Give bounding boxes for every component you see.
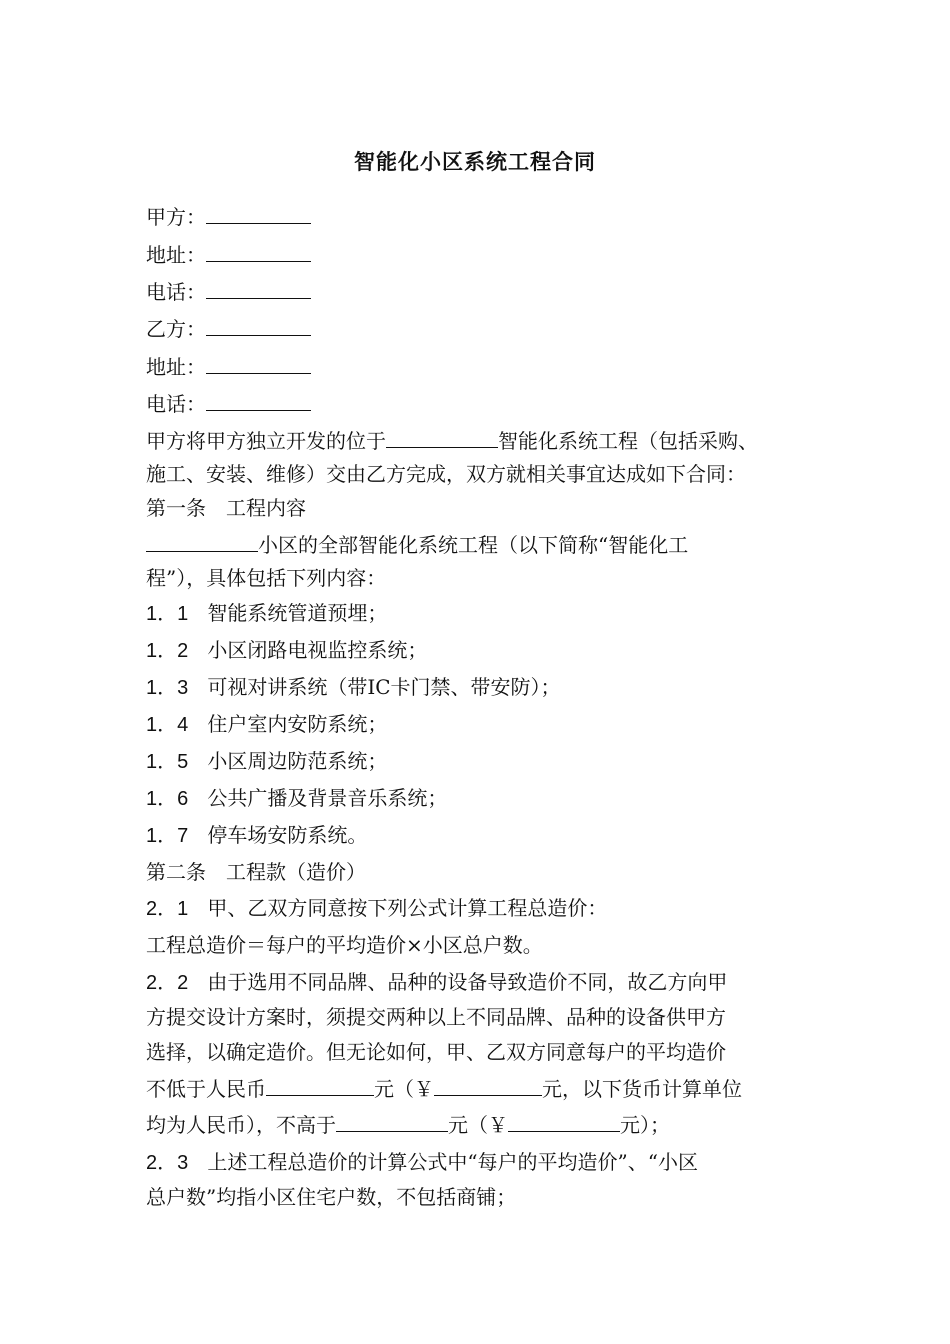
max-price-numeric-blank <box>508 1109 620 1132</box>
party-b-address-label: 地址： <box>146 355 206 379</box>
clause-2-3-line-2: 总户数”均指小区住宅户数，不包括商铺； <box>146 1185 517 1209</box>
intro-text-a: 甲方将甲方独立开发的位于 <box>146 429 386 453</box>
clause-text: 元（￥ <box>448 1113 508 1137</box>
min-price-blank <box>266 1073 374 1096</box>
clause-2-2-line-4 <box>146 1073 742 1101</box>
party-a-address-blank <box>206 239 311 262</box>
clause-text: 元（￥ <box>374 1077 434 1101</box>
party-a-row <box>146 201 311 229</box>
item-1-1 <box>146 599 387 627</box>
clause-2-2-line-3: 选择，以确定造价。但无论如何，甲、乙双方同意每户的平均造价 <box>146 1040 726 1064</box>
clause-text: 均为人民币），不高于 <box>146 1113 336 1137</box>
party-b-address-row <box>146 351 311 379</box>
location-blank <box>386 425 498 448</box>
item-1-3 <box>146 673 561 701</box>
community-blank <box>146 529 258 552</box>
formula-line: 工程总造价＝每户的平均造价×小区总户数。 <box>146 933 543 957</box>
party-a-blank <box>206 201 311 224</box>
party-b-row <box>146 313 311 341</box>
item-text: 公共广播及背景音乐系统； <box>207 786 448 810</box>
item-1-7 <box>146 821 367 849</box>
document-title: 智能化小区系统工程合同 <box>354 150 596 174</box>
scope-text: 小区的全部智能化系统工程（以下简称“智能化工 <box>258 533 689 557</box>
clause-text: 元）； <box>620 1113 670 1137</box>
clause-text: 由于选用不同品牌、品种的设备导致造价不同，故乙方向甲 <box>207 970 728 994</box>
party-a-phone-label: 电话： <box>146 280 206 304</box>
party-a-address-row <box>146 239 311 267</box>
item-1-5 <box>146 747 387 775</box>
item-text: 住户室内安防系统； <box>207 712 388 736</box>
clause-2-2-line-2: 方提交设计方案时，须提交两种以上不同品牌、品种的设备供甲方 <box>146 1005 726 1029</box>
item-number: 1．2 <box>146 640 189 662</box>
party-b-phone-label: 电话： <box>146 392 206 416</box>
item-number: 1．7 <box>146 825 189 847</box>
clause-number: 2．3 <box>146 1152 189 1174</box>
clause-2-2-line-5 <box>146 1109 670 1137</box>
item-number: 1．1 <box>146 603 189 625</box>
party-b-phone-blank <box>206 388 311 411</box>
clause-text: 元，以下货币计算单位 <box>542 1077 742 1101</box>
party-a-phone-blank <box>206 276 311 299</box>
clause-2-3-line-1 <box>146 1148 698 1176</box>
article-1-scope-line-2: 程”），具体包括下列内容： <box>146 566 387 590</box>
item-number: 1．5 <box>146 751 189 773</box>
clause-text: 不低于人民币 <box>146 1077 266 1101</box>
item-1-4 <box>146 710 387 738</box>
party-a-address-label: 地址： <box>146 243 206 267</box>
article-1-heading: 第一条 工程内容 <box>146 496 306 520</box>
item-text: 停车场安防系统。 <box>207 823 368 847</box>
article-1-scope-line-1 <box>146 529 688 557</box>
party-b-phone-row <box>146 388 311 416</box>
clause-text: 甲、乙双方同意按下列公式计算工程总造价： <box>207 896 608 920</box>
party-a-phone-row <box>146 276 311 304</box>
party-b-label: 乙方： <box>146 317 206 341</box>
party-b-address-blank <box>206 351 311 374</box>
clause-number: 2．1 <box>146 898 189 920</box>
item-1-6 <box>146 784 447 812</box>
item-number: 1．6 <box>146 788 189 810</box>
intro-text-b: 智能化系统工程（包括采购、 <box>498 429 758 453</box>
item-number: 1．4 <box>146 714 189 736</box>
item-text: 可视对讲系统（带IC卡门禁、带安防）； <box>207 675 561 699</box>
intro-line-2: 施工、安装、维修）交由乙方完成，双方就相关事宜达成如下合同： <box>146 462 746 486</box>
item-text: 小区周边防范系统； <box>207 749 388 773</box>
intro-line-1 <box>146 425 758 453</box>
clause-2-2-line-1 <box>146 968 727 996</box>
clause-text: 上述工程总造价的计算公式中“每户的平均造价”、“小区 <box>207 1150 699 1174</box>
item-number: 1．3 <box>146 677 189 699</box>
clause-number: 2．2 <box>146 972 189 994</box>
party-a-label: 甲方： <box>146 205 206 229</box>
min-price-numeric-blank <box>434 1073 542 1096</box>
clause-2-1 <box>146 894 607 922</box>
party-b-blank <box>206 313 311 336</box>
item-text: 小区闭路电视监控系统； <box>207 638 428 662</box>
item-text: 智能系统管道预埋； <box>207 601 388 625</box>
item-1-2 <box>146 636 427 664</box>
article-2-heading: 第二条 工程款（造价） <box>146 860 366 884</box>
max-price-blank <box>336 1109 448 1132</box>
